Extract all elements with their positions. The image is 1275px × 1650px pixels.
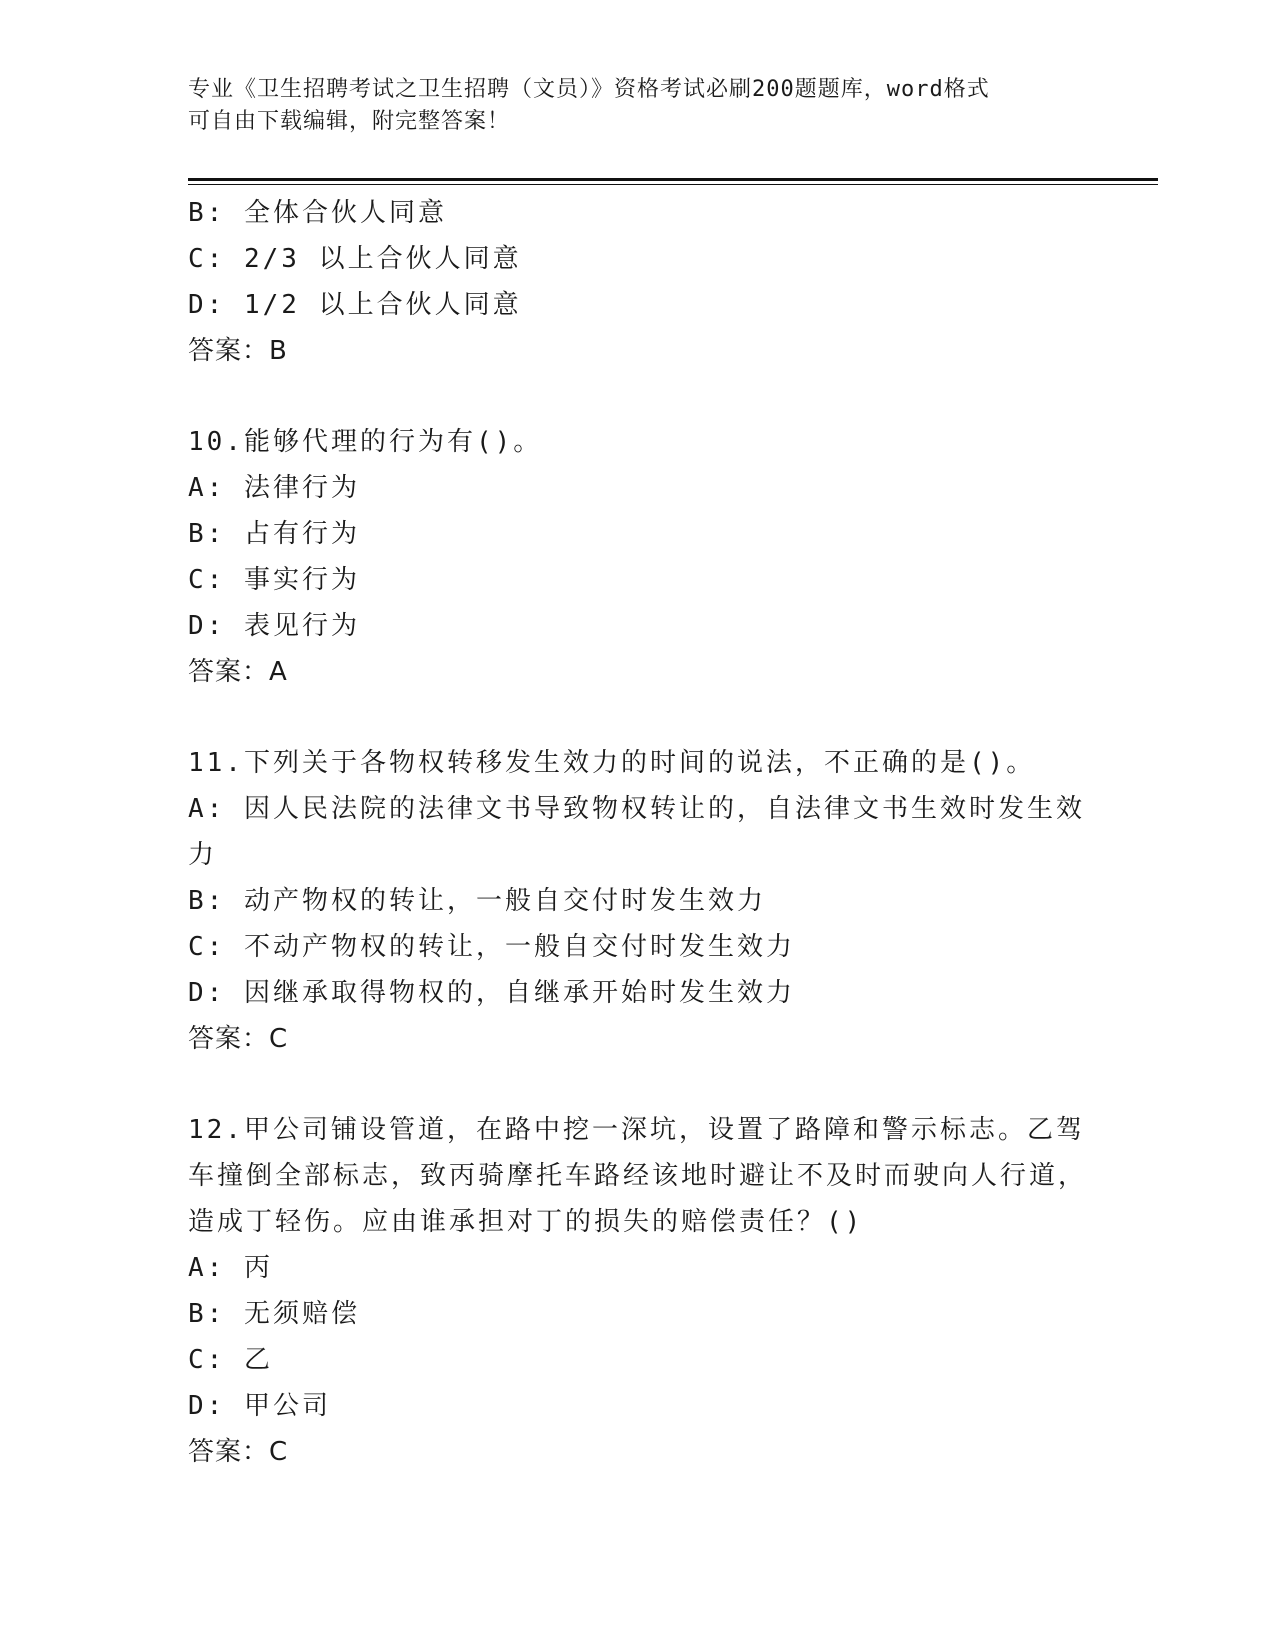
question-block [188, 190, 1088, 374]
question-stem: 12.甲公司铺设管道，在路中挖一深坑，设置了路障和警示标志。乙驾车撞倒全部标志，致丙骑摩托车路经该地时避让不及时而驶向人行道，造成丁轻伤。应由谁承担对丁的损失的赔偿责任？() [188, 1115, 1088, 1237]
option-a: A: 因人民法院的法律文书导致物权转让的，自法律文书生效时发生效力 [188, 794, 1085, 870]
option-c: C: 2/3 以上合伙人同意 [188, 244, 522, 274]
header-line-2: 可自由下载编辑，附完整答案！ [188, 109, 511, 134]
option-b: B: 全体合伙人同意 [188, 198, 447, 228]
question-stem: 11.下列关于各物权转移发生效力的时间的说法，不正确的是()。 [188, 748, 1036, 778]
answer-line: 答案：C [188, 1024, 289, 1054]
option-c: C: 事实行为 [188, 565, 360, 595]
header-rule-thin [188, 184, 1158, 185]
option-c: C: 不动产物权的转让，一般自交付时发生效力 [188, 932, 795, 962]
header-line-1: 专业《卫生招聘考试之卫生招聘（文员）》资格考试必刷200题题库，word格式 [188, 77, 990, 102]
option-a: A: 丙 [188, 1253, 273, 1283]
question-stem: 10.能够代理的行为有()。 [188, 427, 543, 457]
question-12 [188, 1107, 1088, 1475]
option-b: B: 无须赔偿 [188, 1299, 360, 1329]
option-d: D: 1/2 以上合伙人同意 [188, 290, 522, 320]
option-b: B: 动产物权的转让，一般自交付时发生效力 [188, 886, 766, 916]
answer-line: 答案：C [188, 1437, 289, 1467]
document-header [188, 74, 1068, 138]
question-11 [188, 740, 1088, 1062]
question-list [188, 190, 1088, 1475]
question-10 [188, 419, 1088, 695]
header-rule-thick [188, 178, 1158, 181]
option-d: D: 甲公司 [188, 1391, 331, 1421]
option-b: B: 占有行为 [188, 519, 360, 549]
option-d: D: 因继承取得物权的，自继承开始时发生效力 [188, 978, 795, 1008]
option-a: A: 法律行为 [188, 473, 360, 503]
answer-line: 答案：B [188, 336, 288, 366]
answer-line: 答案：A [188, 657, 288, 687]
option-c: C: 乙 [188, 1345, 273, 1375]
option-d: D: 表见行为 [188, 611, 360, 641]
